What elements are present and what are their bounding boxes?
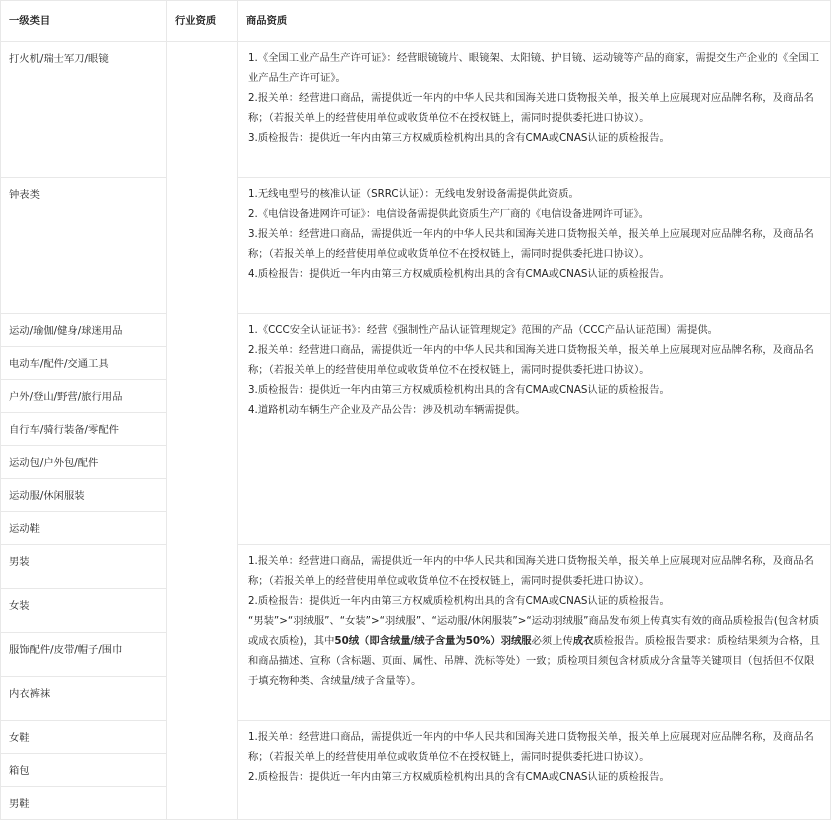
requirement-item: 1.报关单：经营进口商品，需提供近一年内的中华人民共和国海关进口货物报关单，报关单上应展现对应品牌名称，及商品名称；（若报关单上的经营使用单位或收货单位不在授权链上，需同时提供委托进口协议）。 [248, 731, 814, 763]
industry-qualification-cell [167, 42, 238, 820]
category-cell: 内衣裤袜 [1, 677, 167, 721]
header-category: 一级类目 [1, 1, 167, 42]
requirement-cell [238, 721, 831, 820]
table-row [1, 42, 831, 178]
requirement-item: 3.报关单：经营进口商品，需提供近一年内的中华人民共和国海关进口货物报关单，报关单上应展现对应品牌名称，及商品名称；（若报关单上的经营使用单位或收货单位不在授权链上，需同时提供委托进口协议）。 [248, 228, 814, 260]
requirement-item: 1.《全国工业产品生产许可证》：经营眼镜镜片、眼镜架、太阳镜、护目镜、运动镜等产品的商家，需提交生产企业的《全国工业产品生产许可证》。 [248, 52, 819, 84]
requirement-item: 1.《CCC安全认证证书》：经营《强制性产品认证管理规定》范围的产品（CCC产品认证范围）需提供。 [248, 324, 718, 336]
note-intro: “男装”>“羽绒服”、“女装”>“羽绒服”、“运动服/休闲服装”>“运动羽绒服”商品发布须上传真实有效的商品质检报告(包含材质或成衣质检)，其中 [248, 615, 820, 647]
category-cell: 运动服/休闲服装 [1, 479, 167, 512]
category-cell: 运动鞋 [1, 512, 167, 545]
category-cell: 打火机/瑞士军刀/眼镜 [1, 42, 167, 178]
requirement-item: 2.报关单：经营进口商品，需提供近一年内的中华人民共和国海关进口货物报关单，报关单上应展现对应品牌名称，及商品名称；（若报关单上的经营使用单位或收货单位不在授权链上，需同时提供委托进口协议）。 [248, 344, 814, 376]
requirement-item: 3.质检报告：提供近一年内由第三方权威质检机构出具的含有CMA或CNAS认证的质检报告。 [248, 384, 670, 396]
category-cell: 女鞋 [1, 721, 167, 754]
down-jacket-note [248, 611, 820, 691]
requirement-item: 2.质检报告：提供近一年内由第三方权威质检机构出具的含有CMA或CNAS认证的质检报告。 [248, 595, 670, 607]
requirement-item: 4.质检报告：提供近一年内由第三方权威质检机构出具的含有CMA或CNAS认证的质检报告。 [248, 268, 670, 280]
category-cell: 男鞋 [1, 787, 167, 820]
note-bold-garment: 成衣 [572, 635, 594, 647]
table-row [1, 178, 831, 314]
header-row [1, 1, 831, 42]
category-cell: 运动包/户外包/配件 [1, 446, 167, 479]
category-cell: 运动/瑜伽/健身/球迷用品 [1, 314, 167, 347]
note-tail: 质检报告。质检报告要求：质检结果须为合格，且和商品描述、宣称（含标题、页面、属性、吊牌、洗标等处）一致；质检项目须包含材质成分含量等关键项目（包括但不仅限于填充物种类、含绒量/绒子含量等）。 [248, 635, 820, 687]
requirement-cell [238, 314, 831, 545]
table-row [1, 721, 831, 754]
category-cell: 电动车/配件/交通工具 [1, 347, 167, 380]
requirement-item: 1.报关单：经营进口商品，需提供近一年内的中华人民共和国海关进口货物报关单，报关单上应展现对应品牌名称，及商品名称；（若报关单上的经营使用单位或收货单位不在授权链上，需同时提供委托进口协议）。 [248, 555, 814, 587]
category-cell: 户外/登山/野营/旅行用品 [1, 380, 167, 413]
category-cell: 男装 [1, 545, 167, 589]
header-product-qualification: 商品资质 [238, 1, 831, 42]
requirement-item: 2.报关单：经营进口商品，需提供近一年内的中华人民共和国海关进口货物报关单，报关单上应展现对应品牌名称，及商品名称；（若报关单上的经营使用单位或收货单位不在授权链上，需同时提供委托进口协议）。 [248, 92, 814, 124]
header-industry-qualification: 行业资质 [167, 1, 238, 42]
requirement-item: 4.道路机动车辆生产企业及产品公告：涉及机动车辆需提供。 [248, 404, 526, 416]
table-row [1, 545, 831, 589]
requirement-item: 3.质检报告：提供近一年内由第三方权威质检机构出具的含有CMA或CNAS认证的质检报告。 [248, 132, 670, 144]
category-cell: 自行车/骑行装备/零配件 [1, 413, 167, 446]
requirement-cell [238, 42, 831, 178]
category-cell: 钟表类 [1, 178, 167, 314]
note-mid: 必须上传 [531, 635, 573, 647]
category-cell: 女装 [1, 589, 167, 633]
requirement-item: 2.质检报告：提供近一年内由第三方权威质检机构出具的含有CMA或CNAS认证的质检报告。 [248, 771, 670, 783]
requirement-cell [238, 178, 831, 314]
category-cell: 服饰配件/皮带/帽子/围巾 [1, 633, 167, 677]
note-bold-down: 50绒（即含绒量/绒子含量为50%）羽绒服 [334, 635, 532, 647]
category-cell: 箱包 [1, 754, 167, 787]
requirement-item: 1.无线电型号的核准认证（SRRC认证）：无线电发射设备需提供此资质。 [248, 188, 579, 200]
table-row [1, 314, 831, 347]
requirement-cell [238, 545, 831, 721]
requirement-item: 2.《电信设备进网许可证》：电信设备需提供此资质生产厂商的《电信设备进网许可证》。 [248, 208, 650, 220]
